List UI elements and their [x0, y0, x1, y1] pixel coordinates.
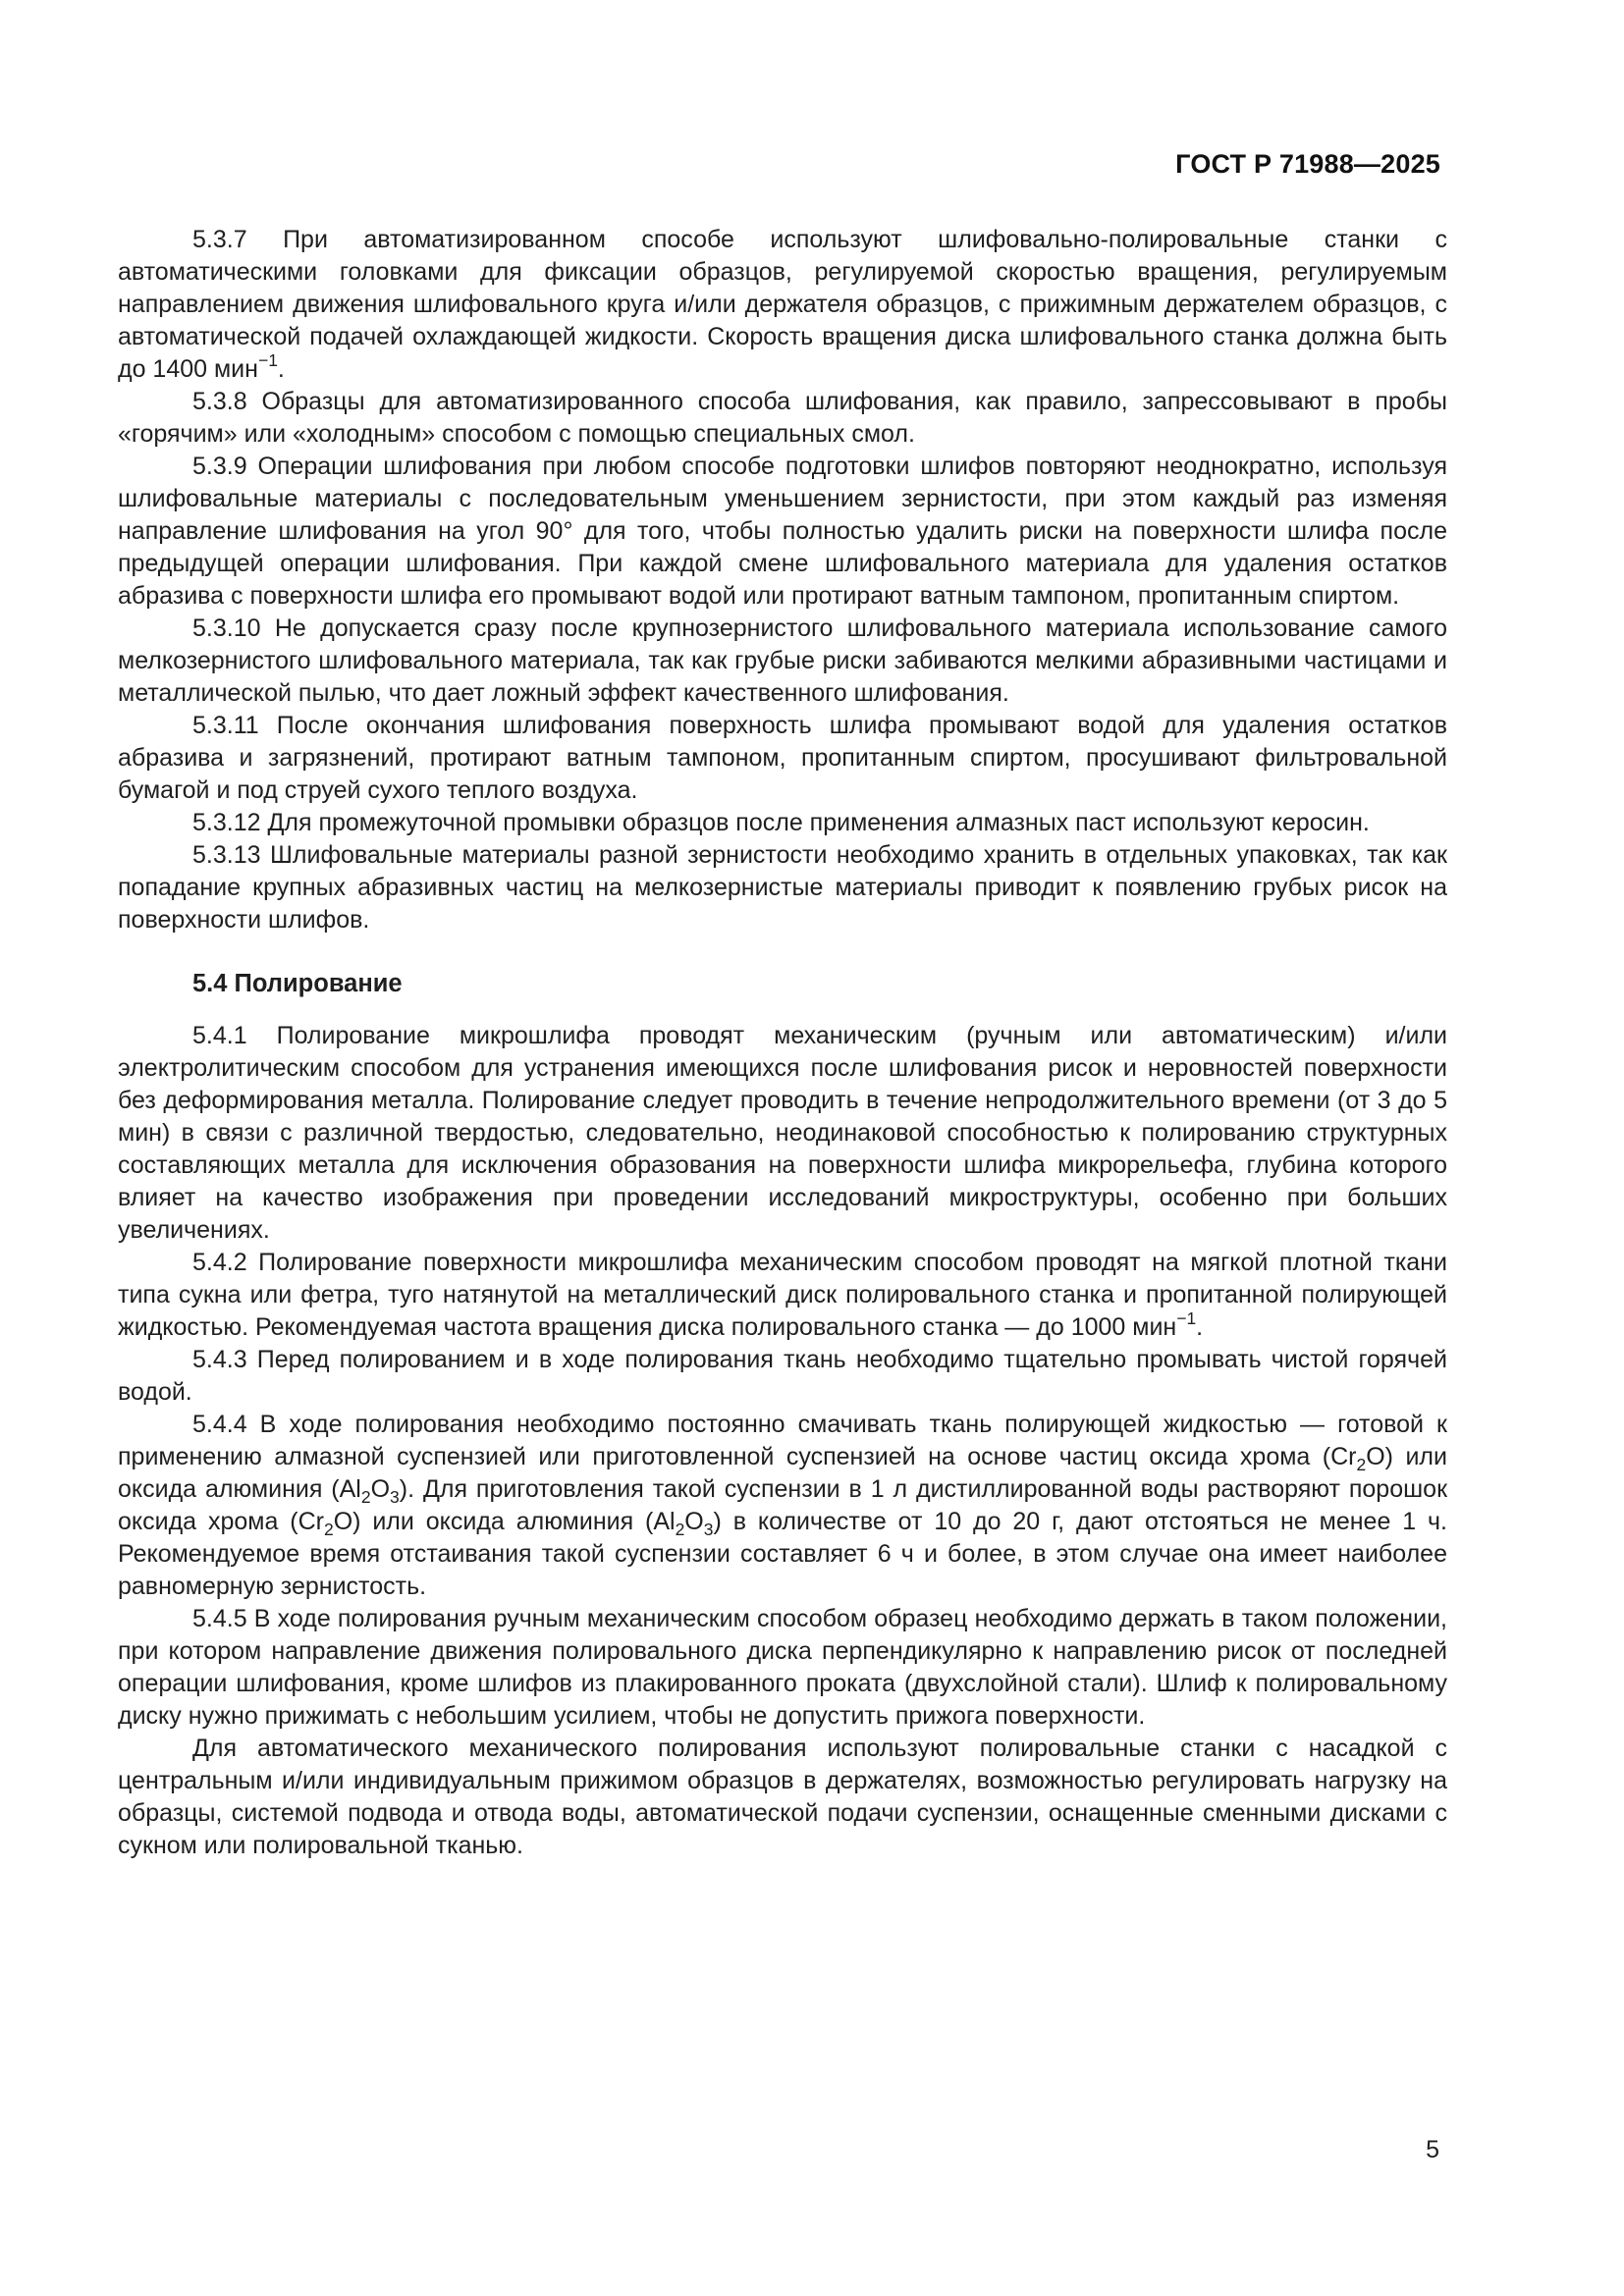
document-body: [118, 224, 1447, 1862]
superscript: −1: [257, 349, 278, 370]
paragraph-5-3-7: 5.3.7 При автоматизированном способе используют шлифовально-полировальные станки с автоматическими головками для фиксации образцов, регулируемой скоростью вращения, регулируемым направлением движения шлифовального круга и/или держателя образцов, с прижимным держателем образцов, с автоматической подачей охлаждающей жидкости. Скорость вращения диска шлифовального станка должна быть до 1400 мин$^{-1}$.: [118, 226, 1447, 383]
paragraph-5-4-4: 5.4.4 В ходе полирования необходимо постоянно смачивать ткань полирующей жидкостью — готовой к применению алмазной суспензией или приготовленной суспензией на основе частиц оксида хрома $(Cr_2O)$ или оксида алюминия $(Al_2O_3)$. Для приготовления такой суспензии в 1 л дистиллированной воды растворяют порошок оксида хрома $(Cr_2O)$ или оксида алюминия $(Al_2O_3)$ в количестве от 10 до 20 г, дают отстояться не менее 1 ч. Рекомендуемое время отстаивания такой суспензии составляет 6 ч и более, в этом случае она имеет наиболее равномерную зернистость.: [118, 1411, 1448, 1600]
paragraph-5-4-5: 5.4.5 В ходе полирования ручным механическим способом образец необходимо держать в таком положении, при котором направление движения полировального диска перпендикулярно к направлению рисок от последней операции шлифования, кроме шлифов из плакированного проката (двухслойной стали). Шлиф к полировальному диску нужно прижимать с небольшим усилием, чтобы не допустить прижога поверхности.: [118, 1605, 1447, 1730]
subscript: 2: [323, 1520, 334, 1539]
paragraph-5-3-13: 5.3.13 Шлифовальные материалы разной зернистости необходимо хранить в отдельных упаковках, так как попадание крупных абразивных частиц на мелкозернистые материалы приводит к появлению грубых рисок на поверхности шлифов.: [118, 841, 1447, 934]
subscript: 3: [703, 1520, 714, 1539]
page-number: 5: [1426, 2136, 1439, 2163]
subscript: 2: [1356, 1455, 1367, 1474]
paragraph-5-3-12: 5.3.12 Для промежуточной промывки образцов после применения алмазных паст используют керосин.: [192, 809, 1370, 836]
subscript: 2: [675, 1520, 685, 1539]
paragraph-5-4-3: 5.4.3 Перед полированием и в ходе полирования ткань необходимо тщательно промывать чистой горячей водой.: [118, 1346, 1447, 1406]
paragraph-5-3-9: 5.3.9 Операции шлифования при любом способе подготовки шлифов повторяют неоднократно, используя шлифовальные материалы с последовательным уменьшением зернистости, при этом каждый раз изменяя направление шлифования на угол 90° для того, чтобы полностью удалить риски на поверхности шлифа после предыдущей операции шлифования. При каждой смене шлифовального материала для удаления остатков абразива с поверхности шлифа его промывают водой или протирают ватным тампоном, пропитанным спиртом.: [118, 453, 1447, 610]
superscript: −1: [1176, 1308, 1197, 1328]
paragraph-5-3-8: 5.3.8 Образцы для автоматизированного способа шлифования, как правило, запрессовывают в пробы «горячим» или «холодным» способом с помощью специальных смол.: [118, 388, 1447, 448]
subscript: 3: [390, 1487, 400, 1507]
section-heading-5-4: 5.4 Полирование: [192, 970, 403, 997]
subscript: 2: [360, 1487, 371, 1507]
paragraph-5-3-10: 5.3.10 Не допускается сразу после крупнозернистого шлифовального материала использование самого мелкозернистого шлифовального материала, так как грубые риски забиваются мелкими абразивными частицами и металлической пылью, что дает ложный эффект качественного шлифования.: [118, 614, 1447, 707]
standard-code-header: ГОСТ Р 71988—2025: [1175, 149, 1440, 179]
paragraph-auto-polishing: Для автоматического механического полирования используют полировальные станки с насадкой с центральным и/или индивидуальным прижимом образцов в держателях, возможностью регулировать нагрузку на образцы, системой подвода и отвода воды, автоматической подачи суспензии, оснащенные сменными дисками с сукном или полировальной тканью.: [118, 1735, 1447, 1859]
paragraph-5-3-11: 5.3.11 После окончания шлифования поверхность шлифа промывают водой для удаления остатков абразива и загрязнений, протирают ватным тампоном, пропитанным спиртом, просушивают фильтровальной бумагой и под струей сухого теплого воздуха.: [118, 712, 1447, 804]
paragraph-5-4-2: 5.4.2 Полирование поверхности микрошлифа механическим способом проводят на мягкой плотной ткани типа сукна или фетра, туго натянутой на металлический диск полировального станка и пропитанной полирующей жидкостью. Рекомендуемая частота вращения диска полировального станка — до 1000 мин$^{-1}$.: [118, 1249, 1447, 1341]
paragraph-5-4-1: 5.4.1 Полирование микрошлифа проводят механическим (ручным или автоматическим) и/или электролитическим способом для устранения имеющихся после шлифования рисок и неровностей поверхности без деформирования металла. Полирование следует проводить в течение непродолжительного времени (от 3 до 5 мин) в связи с различной твердостью, следовательно, неодинаковой способностью к полированию структурных составляющих металла для исключения образования на поверхности шлифа микрорельефа, глубина которого влияет на качество изображения при проведении исследований микроструктуры, особенно при больших увеличениях.: [118, 1022, 1447, 1244]
